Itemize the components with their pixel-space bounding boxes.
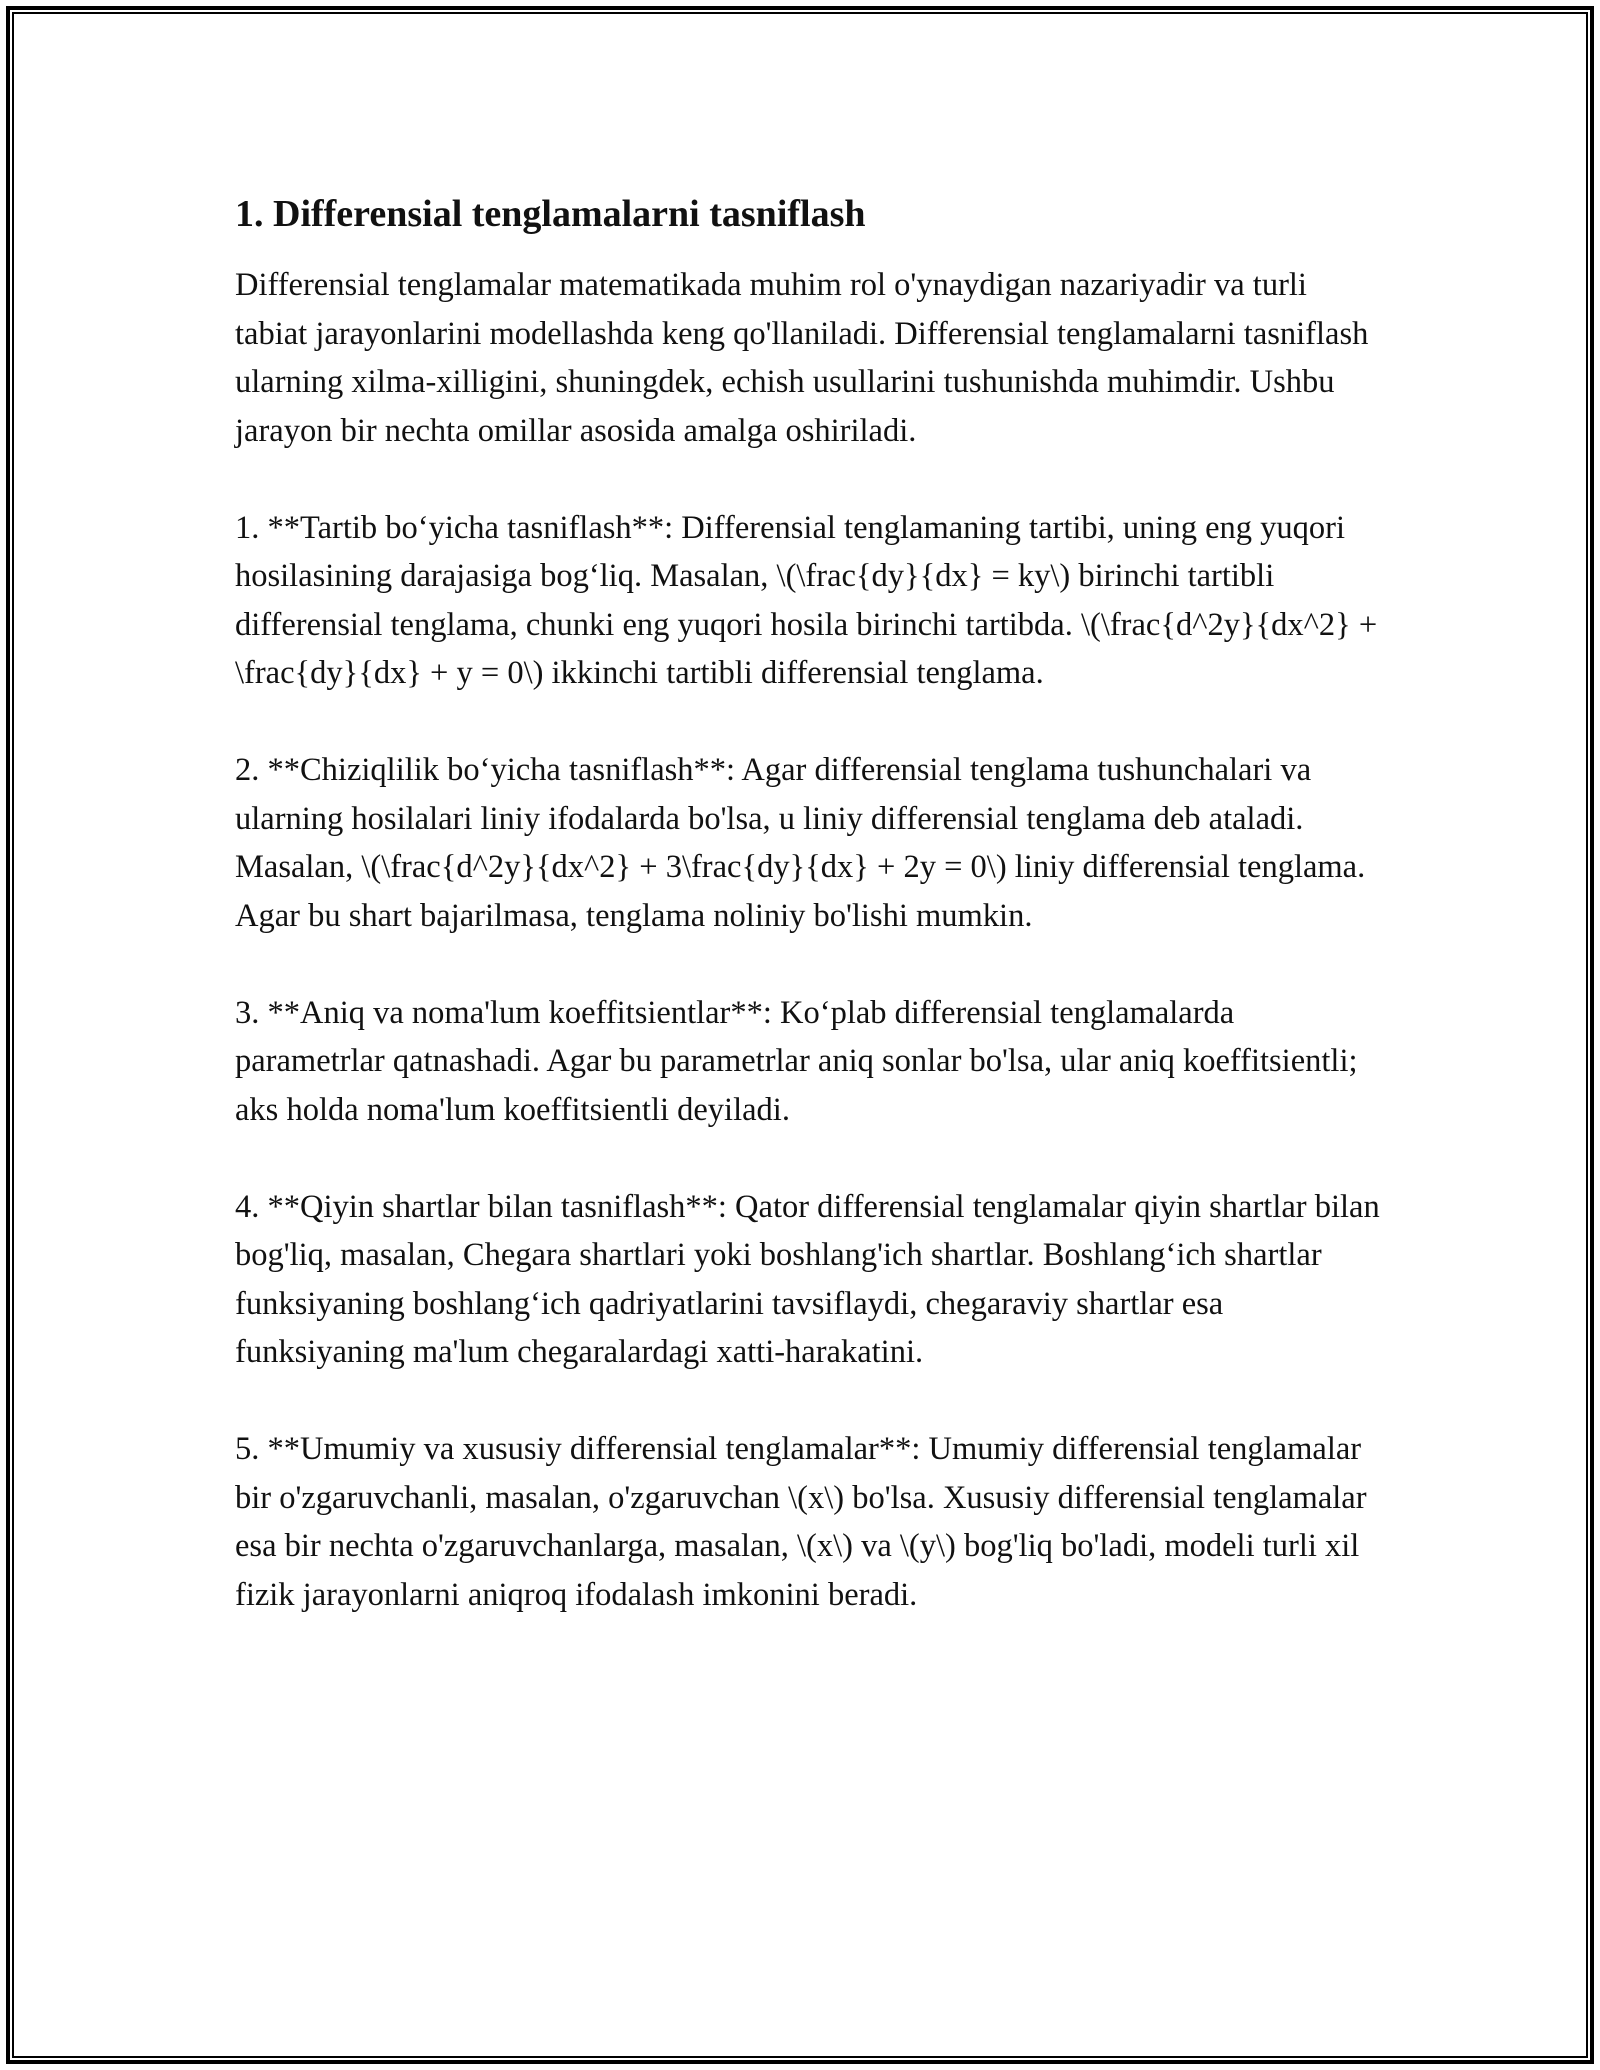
paragraph-linearity-classification: 2. **Chiziqlilik bo‘yicha tasniflash**: Agar differensial tenglama tushunchalari va ularning hosilalari liniy ifodalarda bo'lsa, u liniy differensial tenglama deb ataladi. Masalan, \(\frac{d^2y}{dx^2} + 3\frac{dy}{dx} + 2y = 0\) liniy differensial tenglama. Agar bu shart bajarilmasa, tenglama noliniy bo'lishi mumkin. <box>235 752 1366 934</box>
intro-paragraph: Differensial tenglamalar matematikada muhim rol o'ynaydigan nazariyadir va turli tabiat jarayonlarini modellashda keng qo'llaniladi. Differensial tenglamalarni tasniflash ularning xilma-xilligini, shuningdek, echish usullarini tushunishda muhimdir. Ushbu jarayon bir nechta omillar asosida amalga oshiriladi. <box>235 267 1369 449</box>
section-heading: 1. Differensial tenglamalarni tasniflash <box>235 193 866 235</box>
document-body <box>235 185 1380 1668</box>
paragraph-coefficients: 3. **Aniq va noma'lum koeffitsientlar**: Ko‘plab differensial tenglamalarda parametrlar qatnashadi. Agar bu parametrlar aniq sonlar bo'lsa, ular aniq koeffitsientli; aks holda noma'lum koeffitsientli deyiladi. <box>235 994 1358 1128</box>
paragraph-ordinary-partial: 5. **Umumiy va xususiy differensial tenglamalar**: Umumiy differensial tenglamalar bir o'zgaruvchanli, masalan, o'zgaruvchan \(x\) bo'lsa. Xususiy differensial tenglamalar esa bir nechta o'zgaruvchanlarga, masalan, \(x\) va \(y\) bog'liq bo'ladi, modeli turli xil fizik jarayonlarni aniqroq ifodalash imkonini beradi. <box>235 1431 1367 1613</box>
paragraph-conditions: 4. **Qiyin shartlar bilan tasniflash**: Qator differensial tenglamalar qiyin shartlar bilan bog'liq, masalan, Chegara shartlari yoki boshlang'ich shartlar. Boshlang‘ich shartlar funksiyaning boshlang‘ich qadriyatlarini tavsiflaydi, chegaraviy shartlar esa funksiyaning ma'lum chegaralardagi xatti-harakatini. <box>235 1188 1380 1370</box>
paragraph-order-classification: 1. **Tartib bo‘yicha tasniflash**: Differensial tenglamaning tartibi, uning eng yuqori hosilasining darajasiga bog‘liq. Masalan, \(\frac{dy}{dx} = ky\) birinchi tartibli differensial tenglama, chunki eng yuqori hosila birinchi tartibda. \(\frac{d^2y}{dx^2} + \frac{dy}{dx} + y = 0\) ikkinchi tartibli differensial tenglama. <box>235 509 1378 691</box>
